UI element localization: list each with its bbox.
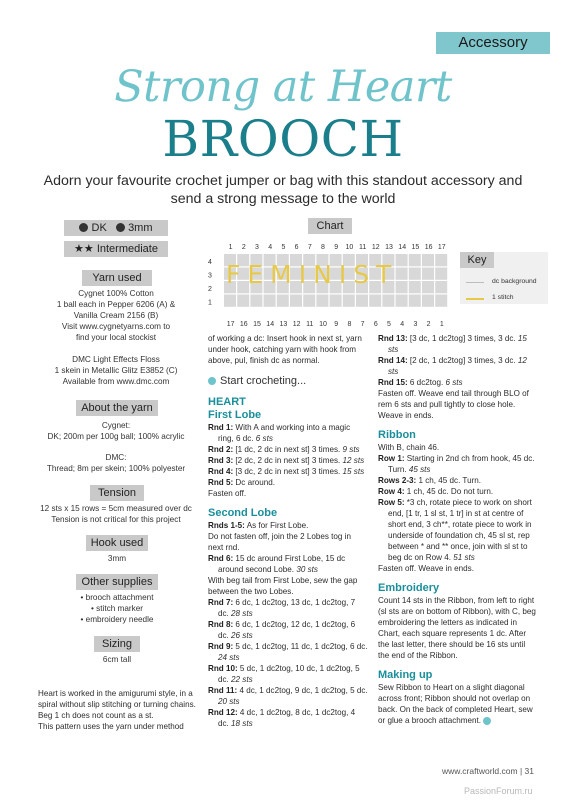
chart-word: FEMINIST bbox=[226, 260, 399, 289]
title-line-1: Strong at Heart bbox=[114, 62, 452, 112]
making-up-heading: Making up bbox=[378, 669, 433, 681]
chart-column-number: 13 bbox=[385, 244, 393, 251]
chart-cell bbox=[422, 268, 434, 280]
chart-cell bbox=[382, 295, 394, 307]
chart-cell bbox=[435, 268, 447, 280]
ribbon-heading: Ribbon bbox=[378, 429, 416, 441]
instruction-row bbox=[208, 444, 368, 455]
instruction-row bbox=[378, 475, 536, 486]
ribbon-intro: With B, chain 46. bbox=[378, 443, 440, 452]
making-up-text-body: Sew Ribbon to Heart on a slight diagonal across front; Ribbon should not overlap on back. On the back of completed Heart, sew or glue a brooch attachment. bbox=[378, 683, 533, 725]
bullet-dot-icon bbox=[208, 377, 216, 385]
chart-cell bbox=[422, 281, 434, 293]
stitch-count: 12 sts bbox=[342, 456, 365, 465]
instruction-row bbox=[208, 597, 368, 619]
yarn-used-block bbox=[30, 288, 202, 387]
chart-column-number: 9 bbox=[334, 244, 339, 251]
hook-icon bbox=[116, 223, 125, 232]
chart-column-number-bottom: 7 bbox=[360, 321, 365, 328]
row-label: Rnd 8: bbox=[208, 620, 234, 629]
start-heading-text: Start crocheting... bbox=[220, 375, 307, 387]
other-supplies-list bbox=[40, 592, 194, 625]
stitch-count: 51 sts bbox=[453, 553, 475, 562]
tension-block bbox=[20, 503, 212, 525]
key-swatch-stitch bbox=[466, 298, 484, 300]
yarn-line: Cygnet 100% Cotton bbox=[78, 289, 154, 298]
chart-cell bbox=[435, 254, 447, 266]
stitch-count: 28 sts bbox=[231, 609, 253, 618]
intro-para: This pattern uses the yarn under method bbox=[38, 722, 184, 731]
chart-cell bbox=[237, 295, 249, 307]
row-text: 4 dc, 1 dc2tog, 8 dc, 1 dc2tog, 4 dc. bbox=[218, 708, 356, 728]
row-text: 5 dc, 1 dc2tog, 11 dc, 1 dc2tog, 6 dc. bbox=[233, 642, 368, 651]
chart-column-number-bottom: 11 bbox=[306, 321, 314, 328]
stitch-count: 15 sts bbox=[388, 334, 527, 354]
chart-cell bbox=[409, 268, 421, 280]
chart-cell bbox=[409, 295, 421, 307]
chart-column-number-bottom: 9 bbox=[334, 321, 339, 328]
standfirst: Adorn your favourite crochet jumper or bag with this standout accessory and send a strong message to the world bbox=[43, 173, 523, 207]
row-label: Rnd 9: bbox=[208, 642, 234, 651]
intro-para: Beg 1 ch does not count as a st. bbox=[38, 711, 154, 720]
instruction-row bbox=[208, 619, 368, 641]
row-label: Rnd 13: bbox=[378, 334, 408, 343]
key-item-background: dc background bbox=[492, 278, 537, 285]
yarn-ball-icon bbox=[79, 223, 88, 232]
stitch-count: 20 sts bbox=[218, 697, 240, 706]
instruction-row bbox=[208, 663, 368, 685]
chart-cell bbox=[264, 295, 276, 307]
chart-column-number-bottom: 5 bbox=[387, 321, 391, 328]
row-text: 6 dc2tog. bbox=[407, 378, 446, 387]
chart-cell bbox=[250, 295, 262, 307]
chart-column-number: 7 bbox=[307, 244, 312, 251]
pattern-column-3 bbox=[378, 333, 536, 726]
sizing-label: Sizing bbox=[94, 636, 140, 652]
chart-column-number-bottom: 6 bbox=[373, 321, 378, 328]
key-item-stitch: 1 stitch bbox=[492, 294, 514, 301]
hook-used-value: 3mm bbox=[107, 554, 127, 563]
chart-column-number: 10 bbox=[345, 244, 354, 251]
supply-item: • brooch attachment bbox=[80, 593, 154, 602]
chart-cell bbox=[224, 295, 236, 307]
chart-column-number-bottom: 8 bbox=[347, 321, 352, 328]
chart-cell bbox=[356, 295, 368, 307]
chart-cell bbox=[290, 295, 302, 307]
row-text: 4 dc, 1 dc2tog, 9 dc, 1 dc2tog, 5 dc. bbox=[237, 686, 368, 695]
page-number: 31 bbox=[524, 766, 534, 776]
yarn-used-label: Yarn used bbox=[82, 270, 152, 286]
embroidery-heading: Embroidery bbox=[378, 582, 440, 594]
fasten-off-text: Fasten off. bbox=[208, 489, 247, 498]
instruction-row bbox=[378, 333, 536, 355]
join-text: Do not fasten off, join the 2 Lobes tog in next rnd. bbox=[208, 532, 351, 552]
spec-level: Intermediate bbox=[96, 243, 158, 255]
spec-hook: 3mm bbox=[128, 222, 153, 234]
chart-row-number: 1 bbox=[208, 299, 212, 307]
instruction-row bbox=[208, 477, 368, 488]
chart-cell bbox=[303, 295, 315, 307]
row-label: Rnd 10: bbox=[208, 664, 238, 673]
making-up-text bbox=[378, 682, 536, 726]
embroidery-text: Count 14 sts in the Ribbon, from left to right (sl sts are on bottom of Ribbon), with C, beg embroidering the letters as indicated in Chart, each square represents 1 dc. After the last letter, there should be 16 sts until the end of the Ribbon. bbox=[378, 596, 536, 660]
end-dot-icon bbox=[483, 717, 491, 725]
about-yarn-block bbox=[26, 420, 206, 474]
yarn-line: find your local stockist bbox=[75, 333, 157, 342]
chart-cell bbox=[343, 295, 355, 307]
fasten-off-text: Fasten off. Weave end tail through BLO of rem 6 sts and pull tightly to close hole. Weave in ends. bbox=[378, 389, 529, 420]
watermark: PassionForum.ru bbox=[464, 786, 533, 796]
chart-column-number: 6 bbox=[294, 244, 299, 251]
key-swatch-background bbox=[466, 282, 484, 283]
chart-column-number: 14 bbox=[398, 244, 407, 251]
spec-bar-level bbox=[64, 241, 168, 257]
row-text: [3 dc, 1 dc2tog] 3 times, 3 dc. bbox=[407, 334, 518, 343]
instruction-row bbox=[208, 685, 368, 707]
chart-cell bbox=[409, 254, 421, 266]
row-text: 1 ch, 45 dc. Do not turn. bbox=[404, 487, 494, 496]
row-text: 15 dc around First Lobe, 15 dc around second Lobe. bbox=[218, 554, 346, 574]
yarn-line: 1 ball each in Pepper 6206 (A) & bbox=[56, 300, 176, 309]
start-heading bbox=[208, 374, 368, 388]
instruction-row bbox=[378, 377, 536, 388]
chart-column-number-bottom: 10 bbox=[319, 321, 327, 328]
chart-cell bbox=[277, 295, 289, 307]
round-text: As for First Lobe. bbox=[244, 521, 309, 530]
spec-weight: DK bbox=[91, 222, 107, 234]
row-text: 6 dc, 1 dc2tog, 12 dc, 1 dc2tog, 6 dc. bbox=[218, 620, 356, 640]
chart-column-number: 16 bbox=[424, 244, 433, 251]
method-text: of working a dc: Insert hook in next st, yarn under hook, catching yarn with hook from above, pul, finish dc as normal. bbox=[208, 334, 362, 365]
instruction-row bbox=[378, 453, 536, 475]
row-label: Rnd 11: bbox=[208, 686, 238, 695]
chart-column-number: 15 bbox=[411, 244, 420, 251]
fasten-off-text: Fasten off. Weave in ends. bbox=[378, 564, 474, 573]
stitch-count: 30 sts bbox=[296, 565, 318, 574]
chart-column-number-bottom: 4 bbox=[400, 321, 405, 328]
sizing-value: 6cm tall bbox=[102, 655, 132, 664]
stitch-count: 18 sts bbox=[231, 719, 253, 728]
instruction-row bbox=[378, 486, 536, 497]
title-line-2: BROOCH bbox=[162, 110, 404, 168]
chart-column-number: 12 bbox=[371, 244, 380, 251]
category-tag: Accessory bbox=[436, 32, 550, 54]
stitch-count: 24 sts bbox=[218, 653, 240, 662]
instruction-row bbox=[208, 455, 368, 466]
row-label: Rnd 3: bbox=[208, 456, 234, 465]
row-label: Rnd 1: bbox=[208, 423, 234, 432]
chart-column-number: 8 bbox=[321, 244, 325, 251]
tension-line: 12 sts x 15 rows = 5cm measured over dc bbox=[40, 504, 192, 513]
chart-column-number: 4 bbox=[268, 244, 273, 251]
chart-column-number-bottom: 2 bbox=[426, 321, 431, 328]
chart-column-number: 1 bbox=[228, 244, 233, 251]
chart-cell bbox=[396, 295, 408, 307]
about-line: DMC: bbox=[105, 453, 127, 462]
stitch-count: 9 sts bbox=[342, 445, 360, 454]
yarn-line: 1 skein in Metallic Glitz E3852 (C) bbox=[54, 366, 178, 375]
row-text: [3 dc, 2 dc in next st] 3 times. bbox=[233, 467, 343, 476]
chart-column-number-bottom: 3 bbox=[413, 321, 418, 328]
chart-cell bbox=[422, 254, 434, 266]
chart-cell bbox=[422, 295, 434, 307]
row-label: Rnd 2: bbox=[208, 445, 234, 454]
about-line: DK; 200m per 100g ball; 100% acrylic bbox=[47, 432, 185, 441]
chart-row-number: 2 bbox=[208, 285, 212, 293]
hook-used-label: Hook used bbox=[86, 535, 148, 551]
supply-item: • embroidery needle bbox=[80, 615, 154, 624]
row-label: Row 5: bbox=[378, 498, 405, 507]
intro-para: Heart is worked in the amigurumi style, in a spiral without slip stitching or turning chains. bbox=[38, 689, 196, 709]
chart-cell bbox=[330, 295, 342, 307]
heart-heading: HEART bbox=[208, 396, 246, 408]
chart-column-number-bottom: 13 bbox=[279, 321, 288, 328]
row-label: Rnd 7: bbox=[208, 598, 234, 607]
chart-row-number: 4 bbox=[208, 258, 212, 266]
instruction-row bbox=[208, 466, 368, 477]
row-text: 6 dc, 1 dc2tog, 13 dc, 1 dc2tog, 7 dc. bbox=[218, 598, 356, 618]
gap-text: With beg tail from First Lobe, sew the gap between the two Lobes. bbox=[208, 576, 358, 596]
chart-column-number-bottom: 16 bbox=[239, 321, 248, 328]
difficulty-stars-icon: ★★ bbox=[74, 243, 94, 255]
row-text: 1 ch, 45 dc. Turn. bbox=[416, 476, 482, 485]
yarn-line: Vanilla Cream 2156 (B) bbox=[73, 311, 159, 320]
spec-bar-weight-hook bbox=[64, 220, 168, 236]
instruction-row bbox=[378, 355, 536, 377]
chart-cell bbox=[435, 295, 447, 307]
row-label: Rnd 15: bbox=[378, 378, 408, 387]
chart-column-number: 2 bbox=[241, 244, 246, 251]
chart-cell bbox=[409, 281, 421, 293]
stitch-count: 12 sts bbox=[388, 356, 527, 376]
stitch-count: 6 sts bbox=[255, 434, 273, 443]
stitch-count: 6 sts bbox=[445, 378, 463, 387]
tension-line: Tension is not critical for this project bbox=[51, 515, 181, 524]
second-lobe-heading: Second Lobe bbox=[208, 507, 278, 519]
stitch-count: 22 sts bbox=[231, 675, 253, 684]
chart-column-number-bottom: 12 bbox=[292, 321, 301, 328]
stitch-count: 15 sts bbox=[342, 467, 365, 476]
first-lobe-heading: First Lobe bbox=[208, 409, 262, 421]
row-text: Dc around. bbox=[233, 478, 276, 487]
row-text: [1 dc, 2 dc in next st] 3 times. bbox=[233, 445, 343, 454]
chart-column-number: 17 bbox=[437, 244, 446, 251]
chart-column-number: 11 bbox=[358, 244, 367, 251]
row-label: Row 1: bbox=[378, 454, 405, 463]
chart-cell bbox=[369, 295, 381, 307]
intro-text bbox=[38, 688, 202, 732]
row-label: Rnd 12: bbox=[208, 708, 238, 717]
stitch-count: 26 sts bbox=[231, 631, 253, 640]
supply-item: • stitch marker bbox=[91, 604, 143, 613]
instruction-row bbox=[378, 497, 536, 563]
key-label: Key bbox=[460, 252, 494, 268]
row-label: Row 4: bbox=[378, 487, 405, 496]
pattern-column-2 bbox=[208, 333, 368, 729]
chart-row-number: 3 bbox=[208, 272, 212, 280]
row-text: [2 dc, 2 dc in next st] 3 times. bbox=[233, 456, 343, 465]
chart-column-number: 5 bbox=[281, 244, 286, 251]
tension-label: Tension bbox=[90, 485, 144, 501]
instruction-row bbox=[208, 707, 368, 729]
about-line: Thread; 8m per skein; 100% polyester bbox=[46, 464, 186, 473]
chart-column-number: 3 bbox=[255, 244, 259, 251]
chart-cell bbox=[316, 295, 328, 307]
row-label: Rnd 6: bbox=[208, 554, 234, 563]
chart-label: Chart bbox=[308, 218, 352, 234]
other-supplies-label: Other supplies bbox=[76, 574, 158, 590]
round-label: Rnds 1-5: bbox=[208, 521, 245, 530]
yarn-line: Available from www.dmc.com bbox=[62, 377, 170, 386]
row-label: Rows 2-3: bbox=[378, 476, 417, 485]
row-label: Rnd 14: bbox=[378, 356, 408, 365]
chart-column-number-bottom: 15 bbox=[253, 321, 261, 328]
about-yarn-label: About the yarn bbox=[76, 400, 158, 416]
footer: www.craftworld.com | 31 bbox=[442, 766, 534, 776]
chart-column-number-bottom: 17 bbox=[226, 321, 235, 328]
row-label: Rnd 5: bbox=[208, 478, 234, 487]
yarn-line: DMC Light Effects Floss bbox=[72, 355, 160, 364]
chart-column-number-bottom: 14 bbox=[266, 321, 275, 328]
row-text: [2 dc, 1 dc2tog] 3 times, 3 dc. bbox=[407, 356, 518, 365]
row-text: *3 ch, rotate piece to work on short end, [1 tr, 1 sl st, 1 tr] in st at centre of short end, 3 ch**, rotate piece to work in underside of foundation ch, 45 sl st, rep between * and ** once, join with sl st to beg dc on Row 4. bbox=[388, 498, 532, 562]
row-text: 5 dc, 1 dc2tog, 10 dc, 1 dc2tog, 5 dc. bbox=[218, 664, 360, 684]
yarn-line: Visit www.cygnetyarns.com to bbox=[61, 322, 171, 331]
row-label: Rnd 4: bbox=[208, 467, 234, 476]
chart-column-number-bottom: 1 bbox=[439, 321, 444, 328]
instruction-row bbox=[208, 422, 368, 444]
stitch-count: 45 sts bbox=[408, 465, 431, 474]
instruction-row bbox=[208, 641, 368, 663]
instruction-row bbox=[208, 553, 368, 575]
row-text: With A and working into a magic ring, 6 dc. bbox=[218, 423, 351, 443]
chart-cell bbox=[435, 281, 447, 293]
about-line: Cygnet: bbox=[101, 421, 131, 430]
footer-site: www.craftworld.com bbox=[442, 766, 518, 776]
row-text: Starting in 2nd ch from hook, 45 dc. Turn. bbox=[388, 454, 535, 474]
